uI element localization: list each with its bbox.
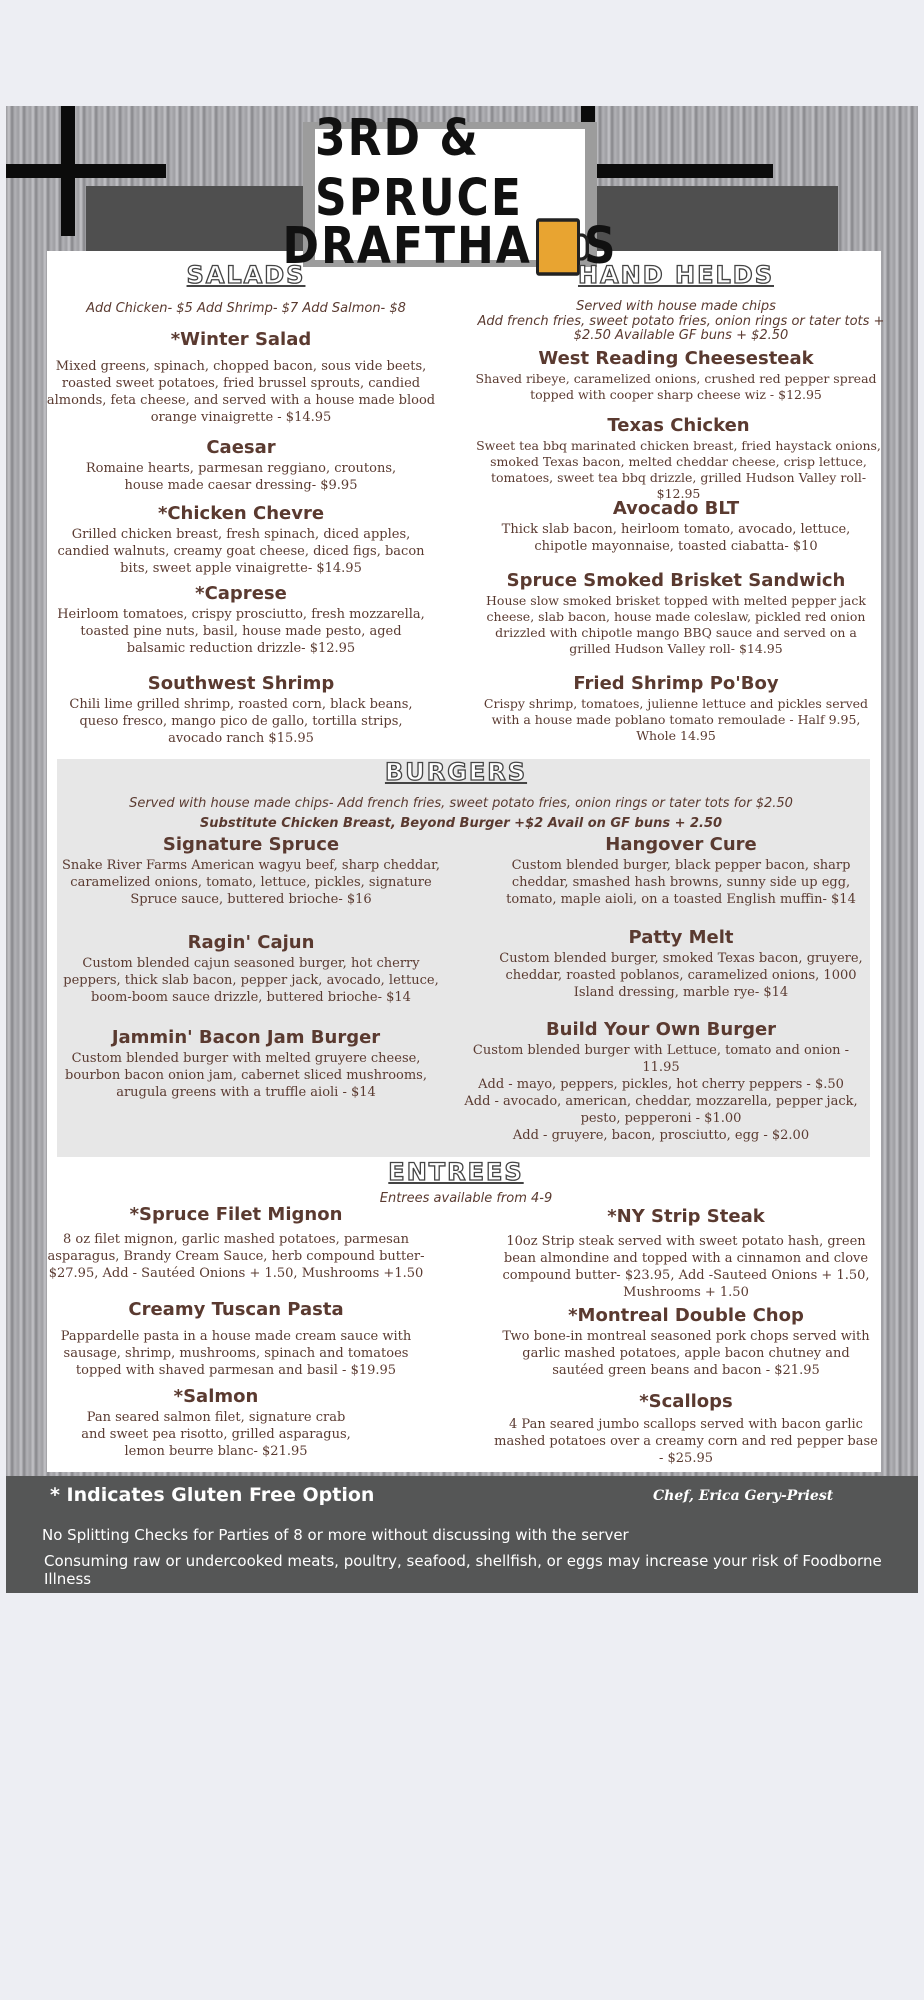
burger-item xyxy=(461,1018,861,1144)
handheld-item xyxy=(476,672,876,744)
item-desc: Grilled chicken breast, fresh spinach, diced apples, candied walnuts, creamy goat cheese, diced figs, bacon bits, sweet apple vinaigrette- $14.95 xyxy=(57,527,425,576)
item-desc: Two bone-in montreal seasoned pork chops served with garlic mashed potatoes, apple bacon chutney and sautéed green beans and bacon - $21.95 xyxy=(502,1329,870,1378)
item-desc: Mixed greens, spinach, chopped bacon, sous vide beets, roasted sweet potatoes, fried brussel sprouts, candied almonds, feta cheese, and served with a house made blood orange vinaigrette - $14.95 xyxy=(46,359,436,425)
item-title: Texas Chicken xyxy=(607,415,750,436)
salad-item xyxy=(46,502,436,577)
item-title: Hangover Cure xyxy=(605,834,757,855)
entree-item xyxy=(76,1385,356,1460)
logo-word: DRAFTHA xyxy=(282,216,532,276)
handheld-item xyxy=(476,569,876,657)
entree-item xyxy=(56,1298,416,1379)
item-desc: House slow smoked brisket topped with melted pepper jack cheese, slab bacon, house made coleslaw, pickled red onion drizzled with chipotle mango BBQ sauce and served on a grilled Hudson Valley roll- $14.95 xyxy=(486,593,866,656)
item-desc: Custom blended burger with Lettuce, tomato and onion - 11.95 xyxy=(472,1043,850,1075)
gluten-free-note: * Indicates Gluten Free Option xyxy=(50,1484,375,1506)
salad-item xyxy=(51,582,431,657)
handhelds-header: HAND HELDS xyxy=(577,261,774,289)
burger-item xyxy=(486,926,876,1001)
item-desc: Add - gruyere, bacon, prosciutto, egg - $2.00 xyxy=(512,1128,810,1143)
handheld-item xyxy=(471,414,886,502)
item-title: *Caprese xyxy=(195,583,287,604)
entree-item xyxy=(491,1390,881,1467)
item-title: *Spruce Filet Mignon xyxy=(129,1204,343,1225)
item-title: Build Your Own Burger xyxy=(545,1019,777,1040)
item-desc: Add - avocado, american, cheddar, mozzarella, pepper jack, pesto, pepperoni - $1.00 xyxy=(464,1094,858,1126)
item-desc: Custom blended burger, smoked Texas bacon, gruyere, cheddar, roasted poblanos, caramelized onions, 1000 Island dressing, marble rye- $14 xyxy=(499,951,863,1000)
item-desc: Chili lime grilled shrimp, roasted corn, black beans, queso fresco, mango pico de gallo, tortilla strips, avocado ranch $15.95 xyxy=(69,697,413,746)
chef-signature: Chef, Erica Gery-Priest xyxy=(653,1488,834,1504)
item-title: Creamy Tuscan Pasta xyxy=(128,1299,344,1320)
item-desc: Snake River Farms American wagyu beef, sharp cheddar, caramelized onions, tomato, lettuce, pickles, signature Spruce sauce, buttered brioche- $16 xyxy=(61,858,441,907)
item-title: Patty Melt xyxy=(628,927,734,948)
item-desc: Pappardelle pasta in a house made cream sauce with sausage, shrimp, mushrooms, spinach and tomatoes topped with shaved parmesan and basil - $19.95 xyxy=(60,1329,412,1378)
logo-line-1: 3RD & SPRUCE xyxy=(315,108,523,228)
handheld-item xyxy=(471,347,881,403)
menu-footer xyxy=(6,1476,918,1593)
item-desc: Shaved ribeye, caramelized onions, crushed red pepper spread topped with cooper sharp cheese wiz - $12.95 xyxy=(475,371,877,402)
item-desc: Custom blended cajun seasoned burger, hot cherry peppers, thick slab bacon, pepper jack, avocado, lettuce, boom-boom sauce drizzle, buttered brioche- $14 xyxy=(63,956,439,1005)
burger-item xyxy=(56,833,446,908)
item-desc: 4 Pan seared jumbo scallops served with bacon garlic mashed potatoes over a creamy corn and red pepper base - $25.95 xyxy=(494,1417,878,1466)
item-title: *Scallops xyxy=(639,1391,733,1412)
item-title: Ragin' Cajun xyxy=(187,932,315,953)
decor-bar xyxy=(61,106,75,236)
entrees-header: ENTREES xyxy=(388,1158,524,1186)
food-warning: Consuming raw or undercooked meats, poultry, seafood, shellfish, or eggs may increase your risk of Foodborne Illness xyxy=(44,1552,882,1588)
handhelds-note: Served with house made chips xyxy=(576,299,776,314)
burgers-header: BURGERS xyxy=(384,758,528,786)
item-title: *Montreal Double Chop xyxy=(568,1305,804,1326)
split-check-note: No Splitting Checks for Parties of 8 or more without discussing with the server xyxy=(42,1526,629,1544)
entree-item xyxy=(46,1203,426,1282)
item-title: Jammin' Bacon Jam Burger xyxy=(111,1027,381,1048)
item-title: *Salmon xyxy=(173,1386,259,1407)
item-title: Signature Spruce xyxy=(162,834,340,855)
burger-item xyxy=(486,833,876,908)
logo xyxy=(282,108,618,276)
salad-item xyxy=(51,672,431,747)
item-title: Fried Shrimp Po'Boy xyxy=(573,673,779,694)
item-title: *Winter Salad xyxy=(170,329,312,350)
item-desc: 10oz Strip steak served with sweet potato hash, green bean almondine and topped with a cinnamon and clove compound butter- $23.95, Add -Sauteed Onions + 1.50, Mushrooms + 1.50 xyxy=(502,1234,870,1300)
decor-bar xyxy=(6,164,166,178)
burger-item xyxy=(56,931,446,1006)
menu-poster xyxy=(6,106,918,1593)
item-desc: Custom blended burger with melted gruyere cheese, bourbon bacon onion jam, cabernet sliced mushrooms, arugula greens with a truffle aioli - $14 xyxy=(65,1051,427,1100)
item-desc: Crispy shrimp, tomatoes, julienne lettuce and pickles served with a house made poblano tomato remoulade - Half 9.95, Whole 14.95 xyxy=(483,696,869,743)
salad-item xyxy=(66,436,416,494)
item-title: West Reading Cheesesteak xyxy=(538,348,814,369)
handhelds-note: Add french fries, sweet potato fries, onion rings or tater tots + $2.50 Available GF buns + $2.50 xyxy=(477,314,885,343)
item-title: Spruce Smoked Brisket Sandwich xyxy=(506,570,846,591)
item-title: *NY Strip Steak xyxy=(607,1206,765,1227)
item-desc: Pan seared salmon filet, signature crab and sweet pea risotto, grilled asparagus, lemon beurre blanc- $21.95 xyxy=(81,1410,351,1459)
item-title: Avocado BLT xyxy=(612,498,740,519)
item-desc: Custom blended burger, black pepper bacon, sharp cheddar, smashed hash browns, sunny side up egg, tomato, maple aioli, on a toasted English muffin- $14 xyxy=(506,858,856,907)
burgers-note: Substitute Chicken Breast, Beyond Burger +$2 Avail on GF buns + 2.50 xyxy=(199,816,723,831)
item-desc: Sweet tea bbq marinated chicken breast, fried haystack onions, smoked Texas bacon, melted cheddar cheese, crisp lettuce, tomatoes, sweet tea bbq drizzle, grilled Hudson Valley roll- $12.95 xyxy=(476,438,881,501)
item-title: Southwest Shrimp xyxy=(147,673,335,694)
item-desc: 8 oz filet mignon, garlic mashed potatoes, parmesan asparagus, Brandy Cream Sauce, herb compound butter- $27.95, Add - Sautéed Onions + 1.50, Mushrooms +1.50 xyxy=(47,1232,425,1281)
item-title: Caesar xyxy=(206,437,276,458)
handheld-item xyxy=(491,497,861,555)
item-title: *Chicken Chevre xyxy=(157,503,325,524)
salads-header: SALADS xyxy=(186,261,306,289)
burgers-note: Served with house made chips- Add french fries, sweet potato fries, onion rings or tater tots for $2.50 xyxy=(129,796,793,811)
entree-item xyxy=(496,1205,876,1301)
item-desc: Thick slab bacon, heirloom tomato, avocado, lettuce, chipotle mayonnaise, toasted ciabatta- $10 xyxy=(501,522,851,554)
item-desc: Heirloom tomatoes, crispy prosciutto, fresh mozzarella, toasted pine nuts, basil, house made pesto, aged balsamic reduction drizzle- $12.95 xyxy=(57,607,425,656)
decor-bar xyxy=(571,164,773,178)
salad-item xyxy=(46,328,436,426)
item-desc: Add - mayo, peppers, pickles, hot cherry peppers - $.50 xyxy=(478,1077,844,1092)
entrees-note: Entrees available from 4-9 xyxy=(379,1191,553,1206)
entree-item xyxy=(496,1304,876,1379)
logo-letter: S xyxy=(583,216,618,276)
burger-item xyxy=(56,1026,436,1101)
salads-note: Add Chicken- $5 Add Shrimp- $7 Add Salmon- $8 xyxy=(86,301,406,316)
item-desc: Romaine hearts, parmesan reggiano, croutons, house made caesar dressing- $9.95 xyxy=(85,461,397,493)
